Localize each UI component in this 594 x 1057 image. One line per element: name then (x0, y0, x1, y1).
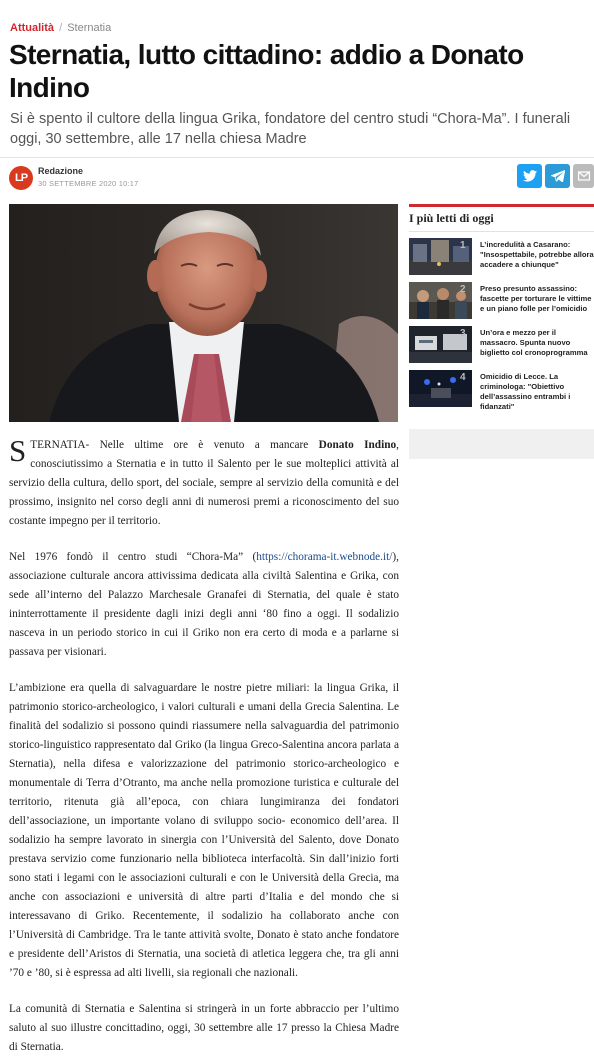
twitter-icon (523, 170, 537, 182)
breadcrumb-category[interactable]: Attualità (10, 22, 54, 34)
share-twitter-button[interactable] (517, 164, 542, 188)
most-read-headline[interactable]: Un’ora e mezzo per il massacro. Spunta nuovo biglietto col cronoprogramma (480, 328, 588, 357)
breadcrumb-subcategory[interactable]: Sternatia (67, 22, 112, 34)
text-run: Nel 1976 fondò il centro studi “Chora-Ma” ( (9, 551, 257, 563)
most-read-sidebar (409, 204, 594, 414)
rank-number: 4 (460, 372, 466, 383)
most-read-item[interactable] (409, 370, 594, 414)
article-paragraph-3: L’ambizione era quella di salvaguardare le nostre pietre miliari: la lingua Grika, il patrimonio storico-archeologico, i valori culturali e umani della Grecia Salentina. Le finalità del sodalizio si possono quindi riassumere nella salvaguardia del patrimonio storico-linguistico rappresentato dal Griko (la lingua Greco-Salentina ancora parlata a Sternatia), nella difesa e valorizzazione del patrimonio storico-archeologico e monumentale di Terra d’Otranto, ma anche nella promozione turistica e culturale del territorio, ritenuta già all’epoca, con chiara lungimiranza dei fondatori dell’associazione, un importante volano di sviluppo socio- economico dell’area. Il sodalizio ha sempre lavorato in sinergia con l’Università del Salento, dove Donato prestava servizio come funzionario nella biblioteca interfacoltà. Sin dall’inizio forti sono stati i legami con le associazioni culturali e con le Università della Grecia, ma anche con associazioni e università di altre parti d’Italia e del mondo che si interessavano di Griko. Recentemente, il sodalizio ha collaborato anche con l’Università di Cambridge. Tra le tante attività svolte, Donato è stato anche fondatore e presidente dell’Aristos di Sternatia, una società di atletica leggera che, tra gli anni ’70 e ’80, si è espressa ad alti livelli, sia regionali che nazionali. (9, 682, 399, 979)
most-read-item[interactable] (409, 326, 594, 370)
drop-cap: S (9, 433, 27, 468)
telegram-icon (551, 170, 565, 182)
sidebar-title: I più letti di oggi (409, 204, 594, 231)
article-paragraph-2 (9, 548, 399, 662)
article-photo (9, 204, 398, 422)
share-telegram-button[interactable] (545, 164, 570, 188)
article-paragraph-1 (9, 433, 399, 531)
sidebar-ad-placeholder (409, 429, 594, 459)
most-read-headline[interactable]: L’incredulità a Casarano: "Insospettabile, potrebbe allora accadere a chiunque" (480, 240, 594, 269)
breadcrumb-separator: / (59, 22, 63, 34)
author-logo: LP (9, 166, 33, 190)
share-email-button[interactable] (573, 164, 594, 188)
article-paragraph-4: La comunità di Sternatia e Salentina si stringerà in un forte abbraccio per l’ultimo saluto al suo illustre concittadino, oggi, 30 settembre alle 17 presso la Chiesa Madre di Sternatia. (9, 1003, 399, 1053)
text-run: ), associazione culturale ancora attivissima dedicata alla civiltà Salentina e Grika, con sede all’interno del Palazzo Marchesale Granafei di Sternatia, del quale è stato ininterrottamente il presidente dagli inizi degli anni ‘80 fino a oggi. Il sodalizio nasceva in un periodo storico in cui il Griko non era certo di moda e a parlarne si passava per visionari. (9, 551, 399, 658)
article-body (9, 433, 399, 1057)
publish-date: 30 SETTEMBRE 2020 10:17 (38, 179, 139, 188)
most-read-item[interactable] (409, 238, 594, 282)
most-read-item[interactable] (409, 282, 594, 326)
rank-number: 2 (460, 284, 466, 295)
author-name[interactable]: Redazione (38, 166, 84, 176)
email-icon (578, 171, 590, 181)
most-read-headline[interactable]: Omicidio di Lecce. La criminologa: "Obiettivo dell’assassino entrambi i fidanzati" (480, 372, 571, 411)
rank-number: 1 (460, 240, 466, 251)
most-read-headline[interactable]: Preso presunto assassino: fascette per torturare le vittime e un piano folle per l’omicidio (480, 284, 592, 313)
article-subtitle: Si è spento il cultore della lingua Grika, fondatore del centro studi “Chora-Ma”. I funerali oggi, 30 settembre, alle 17 nella chiesa Madre (10, 111, 571, 147)
sidebar-divider (409, 231, 594, 232)
text-run: , conosciutissimo a Sternatia e in tutto il Salento per le sue molteplici attività al servizio della cultura, dello sport, del sociale, sempre al servizio della comunità e del prossimo, insignito nel corso degli anni di numerosi premi a riconoscimento del suo costante impegno per il territorio. (9, 439, 399, 527)
article-title: Sternatia, lutto cittadino: addio a Donato Indino (9, 39, 524, 103)
dateline: TERNATIA (30, 439, 86, 451)
person-name: Donato Indino (318, 439, 397, 451)
chorama-link[interactable]: https://chorama-it.webnode.it/ (256, 551, 393, 563)
rank-number: 3 (460, 328, 466, 339)
text-run: - Nelle ultime ore è venuto a mancare (85, 439, 319, 451)
byline (0, 157, 594, 193)
breadcrumb (10, 22, 111, 34)
